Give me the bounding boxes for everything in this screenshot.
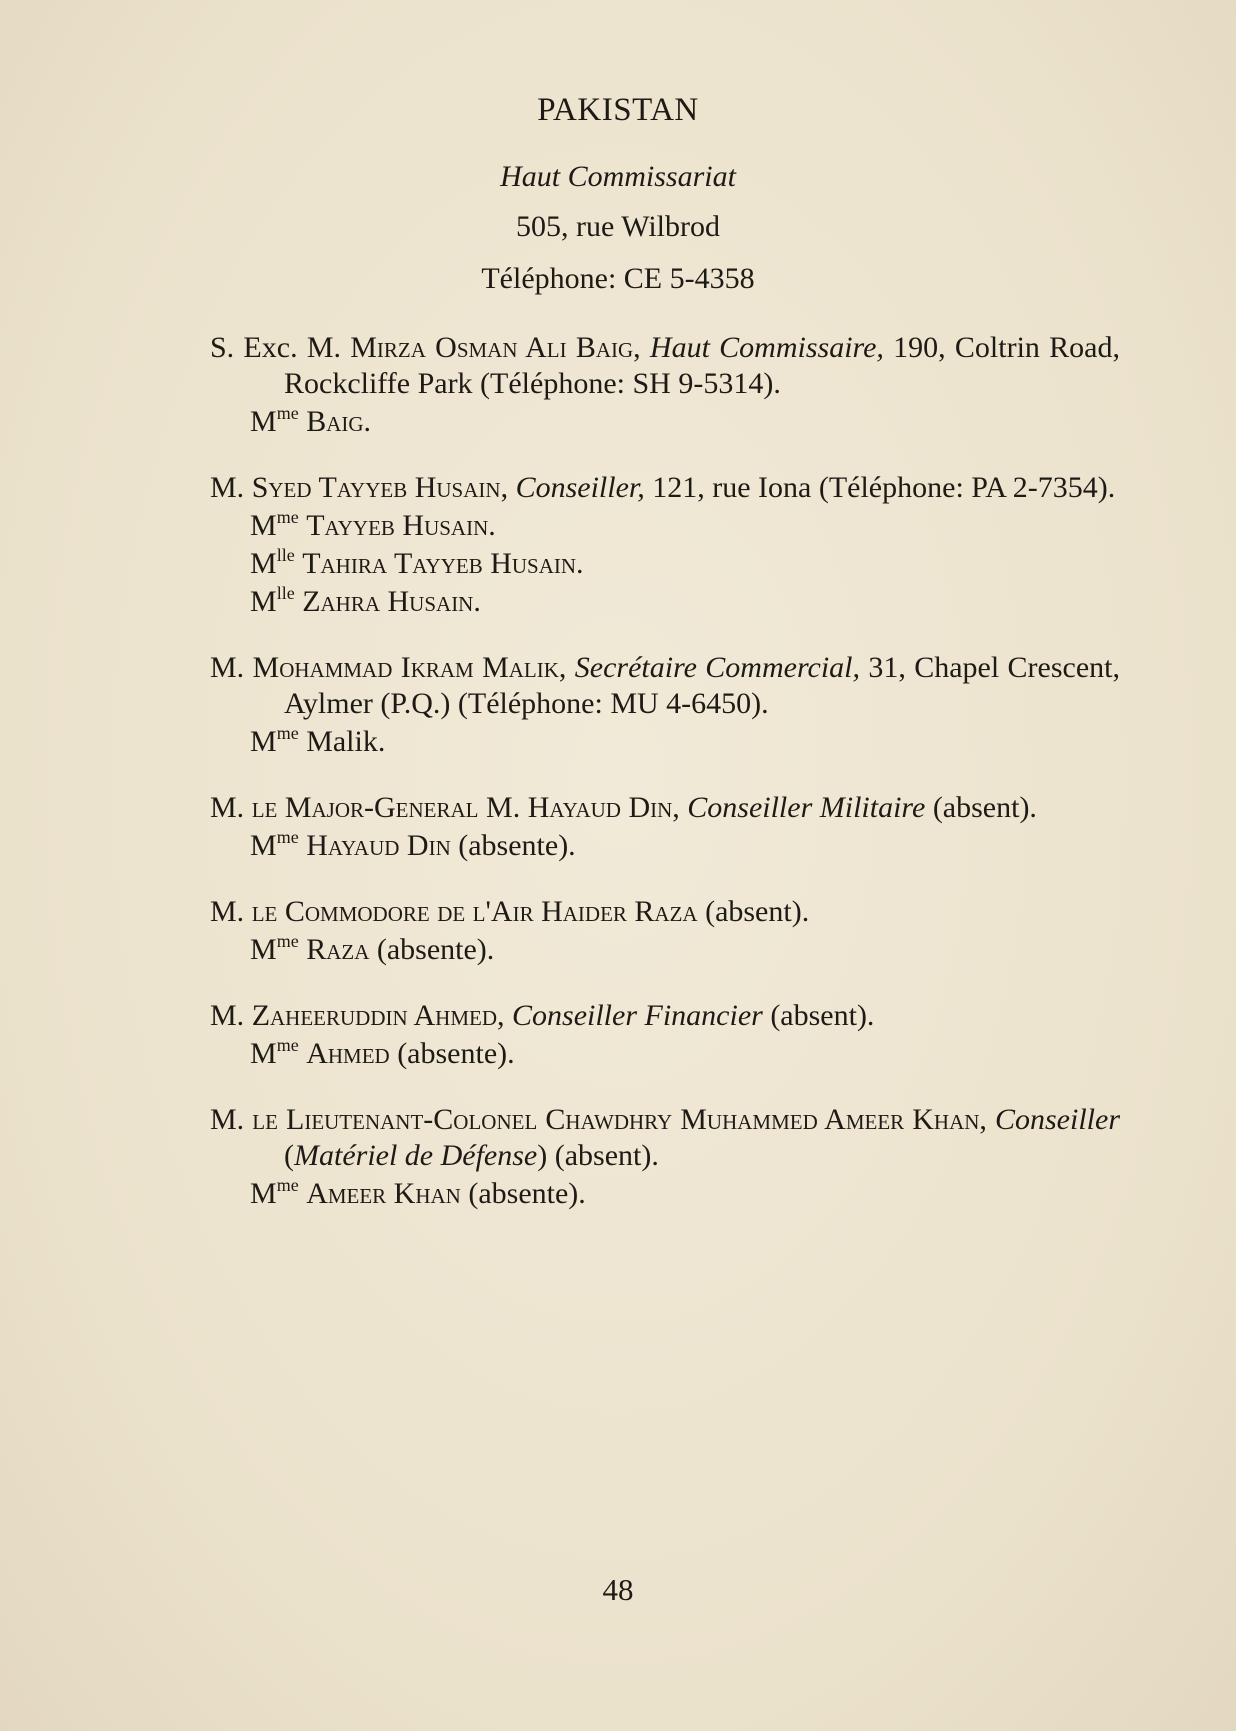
office-address: 505, rue Wilbrod: [515, 210, 721, 243]
honorific: S. Exc. M.: [210, 331, 351, 364]
staff-details: 31, Chapel Crescent, Aylmer (P.Q.) (Téléphone: MU 4-6450).: [284, 651, 1121, 720]
family-line: $M^{me}$ Tayyeb Husain.: [250, 507, 496, 542]
staff-title: Conseiller Militaire: [687, 791, 926, 824]
staff-title: Haut Commissaire,: [649, 331, 884, 364]
spouse-line: $M^{me}$ Raza (absente).: [250, 931, 495, 966]
staff-details: (absent).: [762, 999, 875, 1032]
office-telephone: Téléphone: CE 5-4358: [481, 262, 755, 295]
staff-entry: [210, 894, 1120, 968]
staff-name: Mirza Osman Ali Baig: [350, 331, 634, 364]
page-number: 48: [602, 1572, 634, 1607]
staff-name: le Commodore de l'Air Haider Raza: [251, 895, 698, 928]
spouse-line: $M^{me}$ Malik.: [250, 723, 386, 758]
staff-details: 121, rue Iona (Téléphone: PA 2-7354).: [644, 471, 1116, 504]
staff-title: Conseiller,: [515, 471, 645, 504]
staff-details: (absent).: [925, 791, 1037, 824]
spouse-line: $M^{me}$ Ameer Khan (absente).: [250, 1175, 586, 1210]
staff-name: le Lieutenant-Colonel Chawdhry Muhammed Ameer Khan: [252, 1103, 980, 1136]
staff-name: Syed Tayyeb Husain: [251, 471, 501, 504]
staff-entry: M. Zaheeruddin Ahmed, Conseiller Financier (absent). $M^{me}$ Ahmed (absente).: [210, 998, 1120, 1072]
staff-name: Zaheeruddin Ahmed: [251, 999, 498, 1032]
honorific: M.: [210, 1103, 253, 1136]
spouse-line: $M^{me}$ Hayaud Din (absente).: [250, 827, 576, 862]
staff-entry: M. le Lieutenant-Colonel Chawdhry Muhammed Ameer Khan, Conseiller (Matériel de Défense) (absent). $M^{me}$ Ameer Khan (absente).: [210, 1103, 1120, 1210]
staff-details: (absent).: [697, 895, 810, 928]
staff-rank: le Major-General: [251, 791, 479, 824]
staff-details: 190, Coltrin Road, Rockcliffe Park (Téléphone: SH 9-5314).: [284, 331, 1120, 400]
staff-title: Secrétaire Commercial,: [574, 651, 861, 684]
staff-entry: M. le Major-General M. Hayaud Din, Conseiller Militaire (absent). $M^{me}$ Hayaud Din (absente).: [210, 790, 1120, 864]
honorific: M.: [210, 651, 253, 684]
staff-title-qualifier: Matériel de Défense: [294, 1139, 538, 1172]
honorific: M.: [210, 895, 252, 928]
honorific: M.: [210, 471, 252, 504]
honorific: M.: [210, 999, 252, 1032]
staff-entry: S. Exc. M. Mirza Osman Ali Baig, Haut Commissaire, 190, Coltrin Road, Rockcliffe Park (Téléphone: SH 9-5314). $M^{me}$ Baig.: [210, 331, 1120, 438]
spouse-line: $M^{me}$ Baig.: [250, 403, 372, 438]
office-heading: Haut Commissariat: [500, 160, 736, 193]
family-line: $M^{lle}$ Zahra Husain.: [250, 583, 481, 618]
staff-details: ) (absent).: [537, 1139, 659, 1172]
staff-list: [210, 330, 1120, 1242]
staff-title: Conseiller: [995, 1103, 1120, 1136]
staff-entry: M. Syed Tayyeb Husain, Conseiller, 121, rue Iona (Téléphone: PA 2-7354). $M^{me}$ Tayyeb Husain. $M^{lle}$ Tahira Tayyeb Husain. $M^{lle}$ Zahra Husain.: [210, 470, 1120, 620]
staff-title: Conseiller Financier: [512, 999, 763, 1032]
staff-name: Hayaud Din: [527, 791, 673, 824]
family-line: $M^{lle}$ Tahira Tayyeb Husain.: [250, 545, 584, 580]
honorific: M.: [210, 791, 252, 824]
staff-name: Mohammad Ikram Malik: [252, 651, 559, 684]
staff-entry: M. Mohammad Ikram Malik, Secrétaire Commercial, 31, Chapel Crescent, Aylmer (P.Q.) (Téléphone: MU 4-6450). $M^{me}$ Malik.: [210, 651, 1121, 758]
spouse-line: $M^{me}$ Ahmed (absente).: [250, 1035, 515, 1070]
country-heading: PAKISTAN: [537, 92, 699, 128]
